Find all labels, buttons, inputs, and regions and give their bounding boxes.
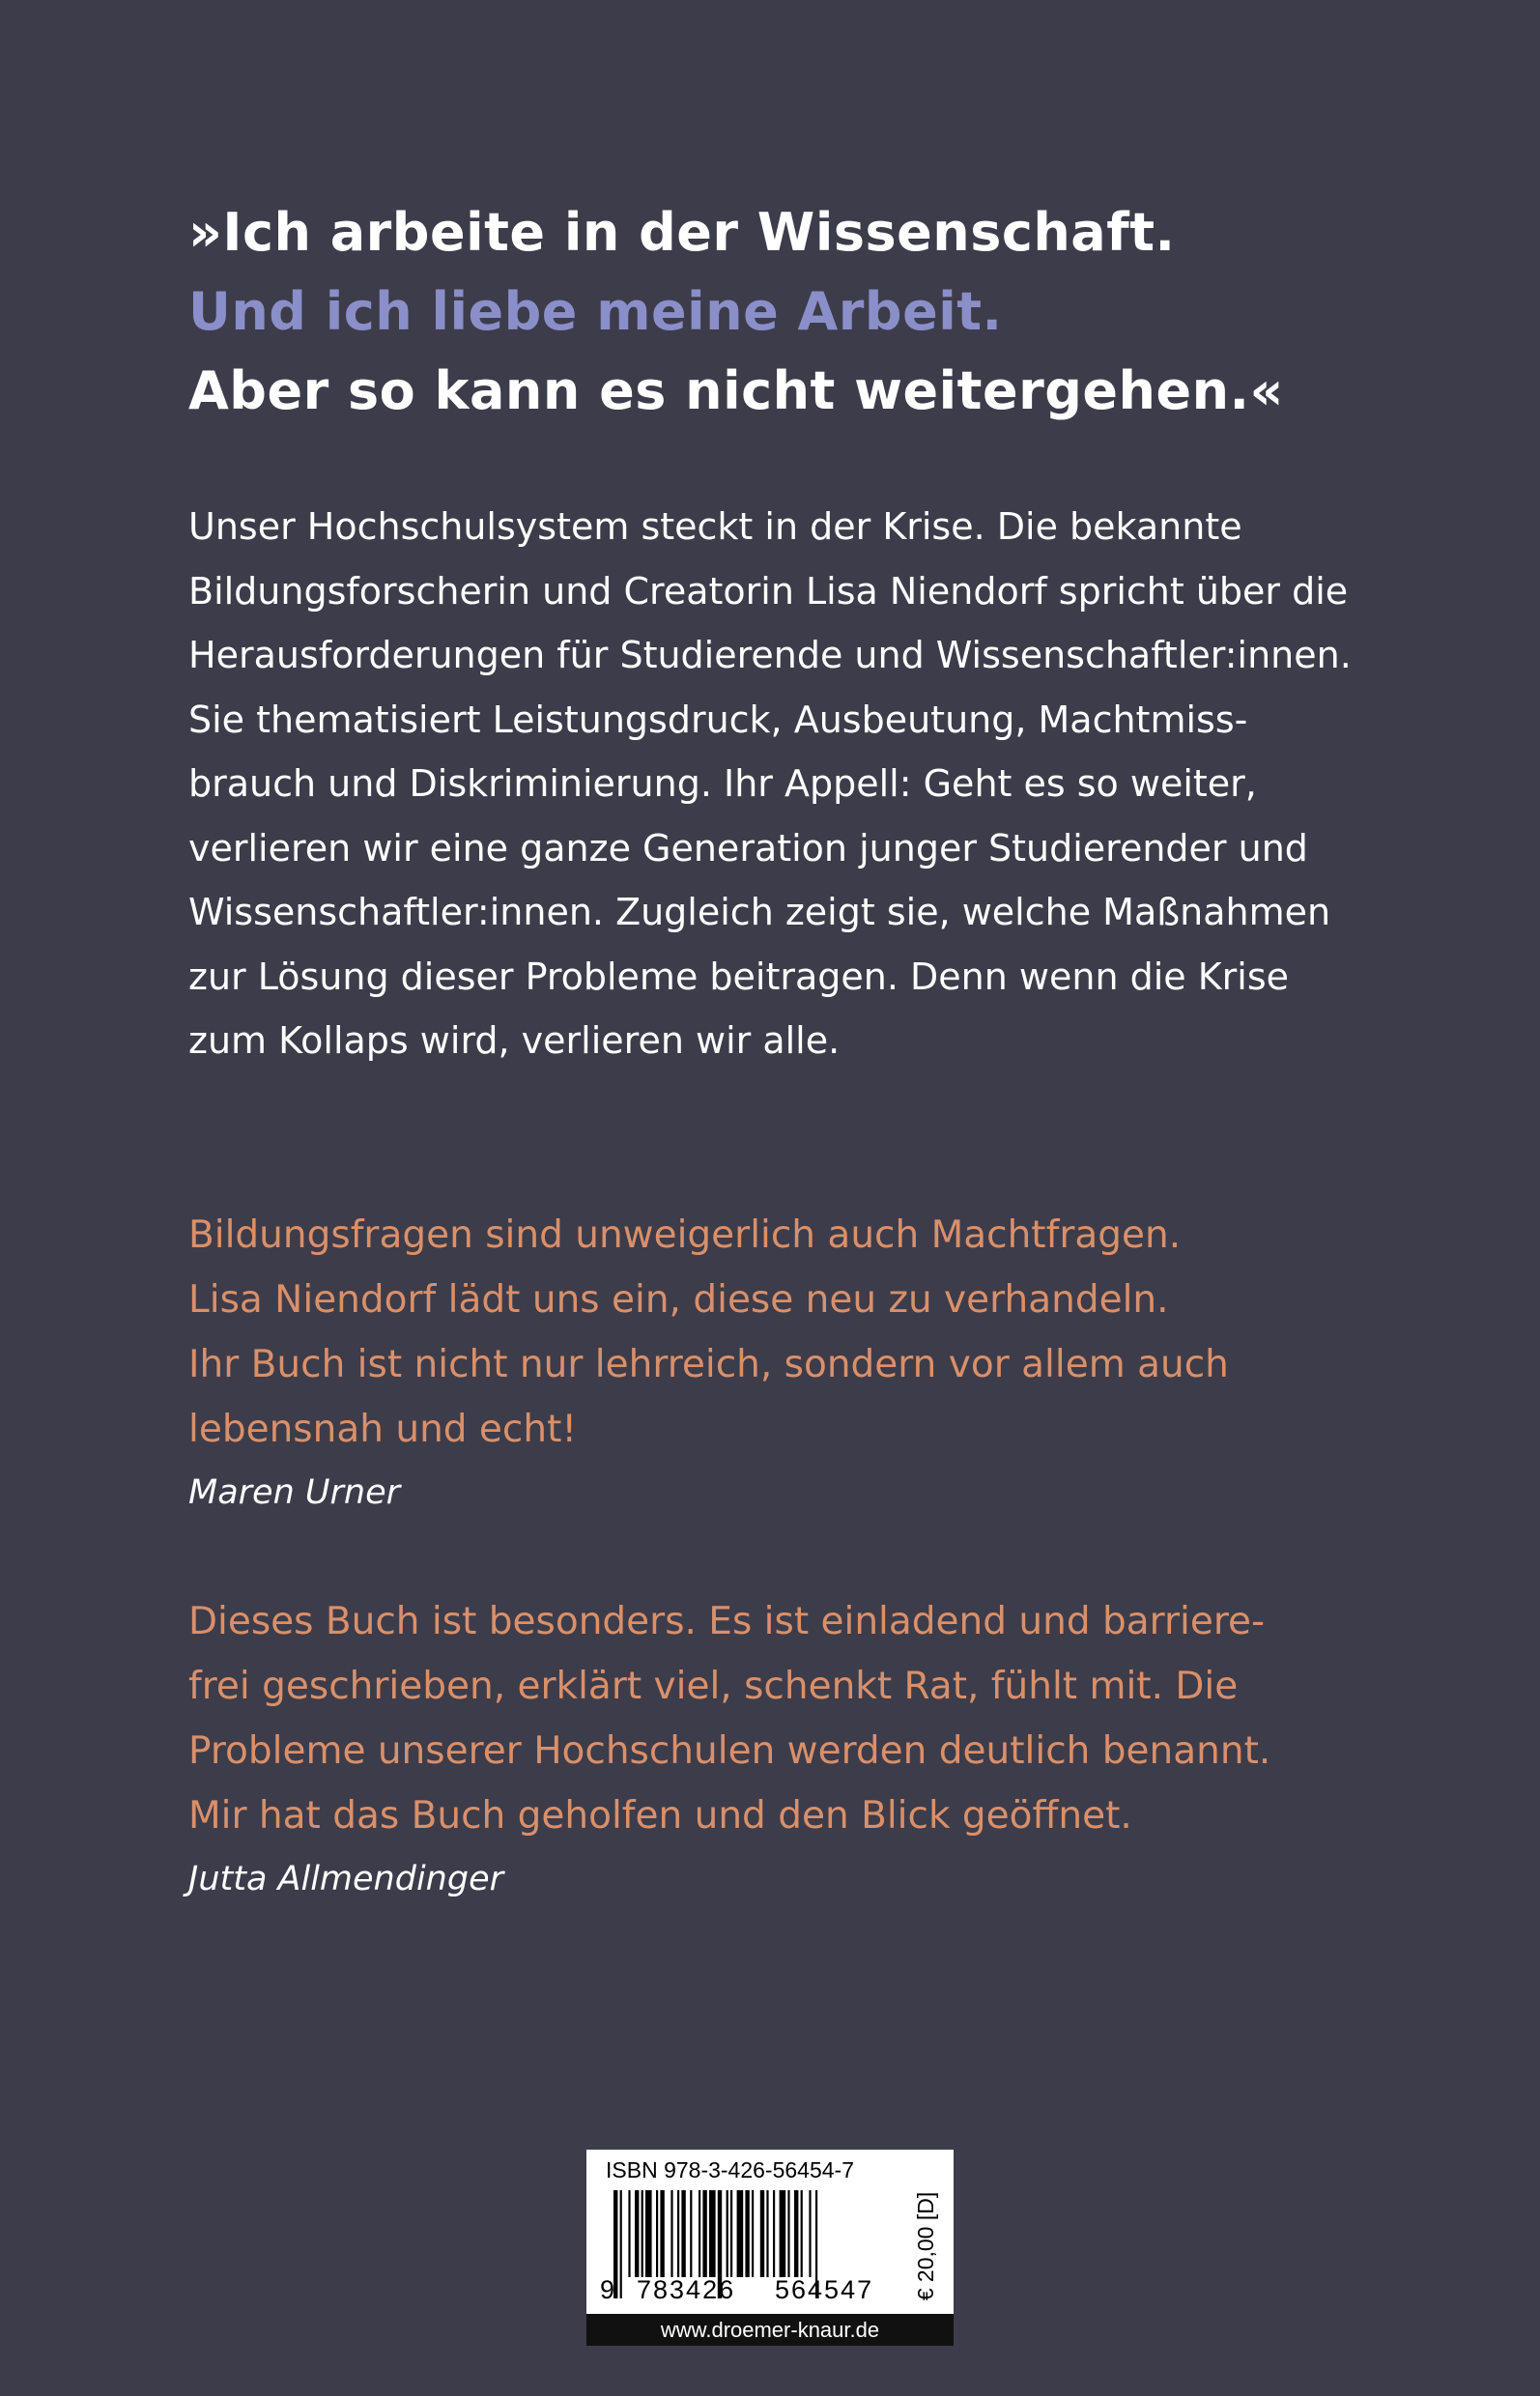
barcode-bar: [780, 2190, 786, 2277]
blurb-line: verlieren wir eine ganze Generation junger Studierender und: [188, 826, 1308, 870]
quote-line: Bildungsfragen sind unweigerlich auch Machtfragen.: [188, 1213, 1182, 1257]
blurb-line: Sie thematisiert Leistungsdruck, Ausbeutung, Machtmiss-: [188, 698, 1248, 741]
quote-line: Lisa Niendorf lädt uns ein, diese neu zu verhandeln.: [188, 1278, 1169, 1322]
barcode-bar: [620, 2190, 622, 2298]
barcode-bar: [737, 2190, 744, 2277]
isbn-label: ISBN 978-3-426-56454-7: [606, 2157, 854, 2182]
barcode-bar: [656, 2190, 658, 2277]
quote-author: Maren Urner: [188, 1473, 400, 1512]
barcode-bar: [745, 2190, 749, 2277]
barcode-bar: [681, 2190, 685, 2277]
barcode-digits-left: 783426: [637, 2275, 736, 2304]
quote-author: Jutta Allmendinger: [188, 1860, 503, 1898]
barcode-bar: [773, 2190, 775, 2277]
blurb-line: zum Kollaps wird, verlieren wir alle.: [188, 1019, 841, 1062]
barcode-bar: [760, 2190, 764, 2277]
barcode-digit-first: 9: [600, 2275, 615, 2304]
headline: [188, 193, 1396, 431]
publisher-url: www.droemer-knaur.de: [586, 2314, 954, 2346]
barcode-bar: [702, 2190, 706, 2277]
barcode-bar: [628, 2190, 630, 2277]
blurb-line: zur Lösung dieser Probleme beitragen. Denn wenn die Krise: [188, 955, 1290, 998]
barcode-bar: [645, 2190, 652, 2277]
barcode-bar: [642, 2190, 643, 2277]
barcode-bar: [677, 2190, 679, 2277]
blurb-line: Bildungsforscherin und Creatorin Lisa Niendorf spricht über die: [188, 569, 1349, 613]
quote-text: [188, 1203, 1386, 1462]
blurb-line: Herausforderungen für Studierende und Wissenschaftler:innen.: [188, 634, 1352, 676]
barcode-bar: [690, 2190, 692, 2277]
blurb-line: brauch und Diskriminierung. Ihr Appell: Geht es so weiter,: [188, 762, 1257, 805]
barcode-bar: [787, 2190, 789, 2277]
barcode-bar: [670, 2190, 672, 2277]
barcode-bar: [727, 2190, 728, 2277]
quote-line: Ihr Buch ist nicht nur lehrreich, sondern vor allem auch: [188, 1343, 1229, 1386]
barcode-bar: [801, 2190, 803, 2277]
barcode-bar: [660, 2190, 664, 2277]
blurb-line: Wissenschaftler:innen. Zugleich zeigt sie, welche Maßnahmen: [188, 891, 1331, 933]
price-label: € 20,00 [D]: [913, 2191, 938, 2301]
quote-line: lebensnah und echt!: [188, 1408, 578, 1451]
quote-text: [188, 1589, 1386, 1848]
headline-line-3: Aber so kann es nicht weitergehen.«: [188, 360, 1284, 421]
quote-line: frei geschrieben, erklärt viel, schenkt Rat, fühlt mit. Die: [188, 1665, 1239, 1708]
blurb-paragraph: [188, 495, 1386, 1073]
barcode-bar: [809, 2190, 811, 2277]
blurb-line: Unser Hochschulsystem steckt in der Krise. Die bekannte: [188, 505, 1242, 548]
testimonial-quote-2: [188, 1589, 1386, 1908]
testimonial-quote-1: [188, 1203, 1386, 1522]
barcode-bar: [794, 2190, 798, 2277]
barcode-bar: [709, 2190, 716, 2277]
quote-line: Mir hat das Buch geholfen und den Blick geöffnet.: [188, 1794, 1132, 1838]
headline-line-1: »Ich arbeite in der Wissenschaft.: [188, 202, 1176, 263]
barcode-bar: [766, 2190, 768, 2277]
headline-line-2: Und ich liebe meine Arbeit.: [188, 281, 1003, 342]
barcode-bar: [752, 2190, 754, 2277]
quote-line: Dieses Buch ist besonders. Es ist einladend und barriere-: [188, 1600, 1266, 1643]
barcode-bar: [730, 2190, 732, 2277]
isbn-barcode-block: [586, 2150, 954, 2346]
barcode-bar: [699, 2190, 700, 2277]
barcode-digits-right: 564547: [775, 2275, 874, 2304]
quote-line: Probleme unserer Hochschulen werden deutlich benannt.: [188, 1729, 1271, 1773]
barcode-bar: [635, 2190, 639, 2277]
